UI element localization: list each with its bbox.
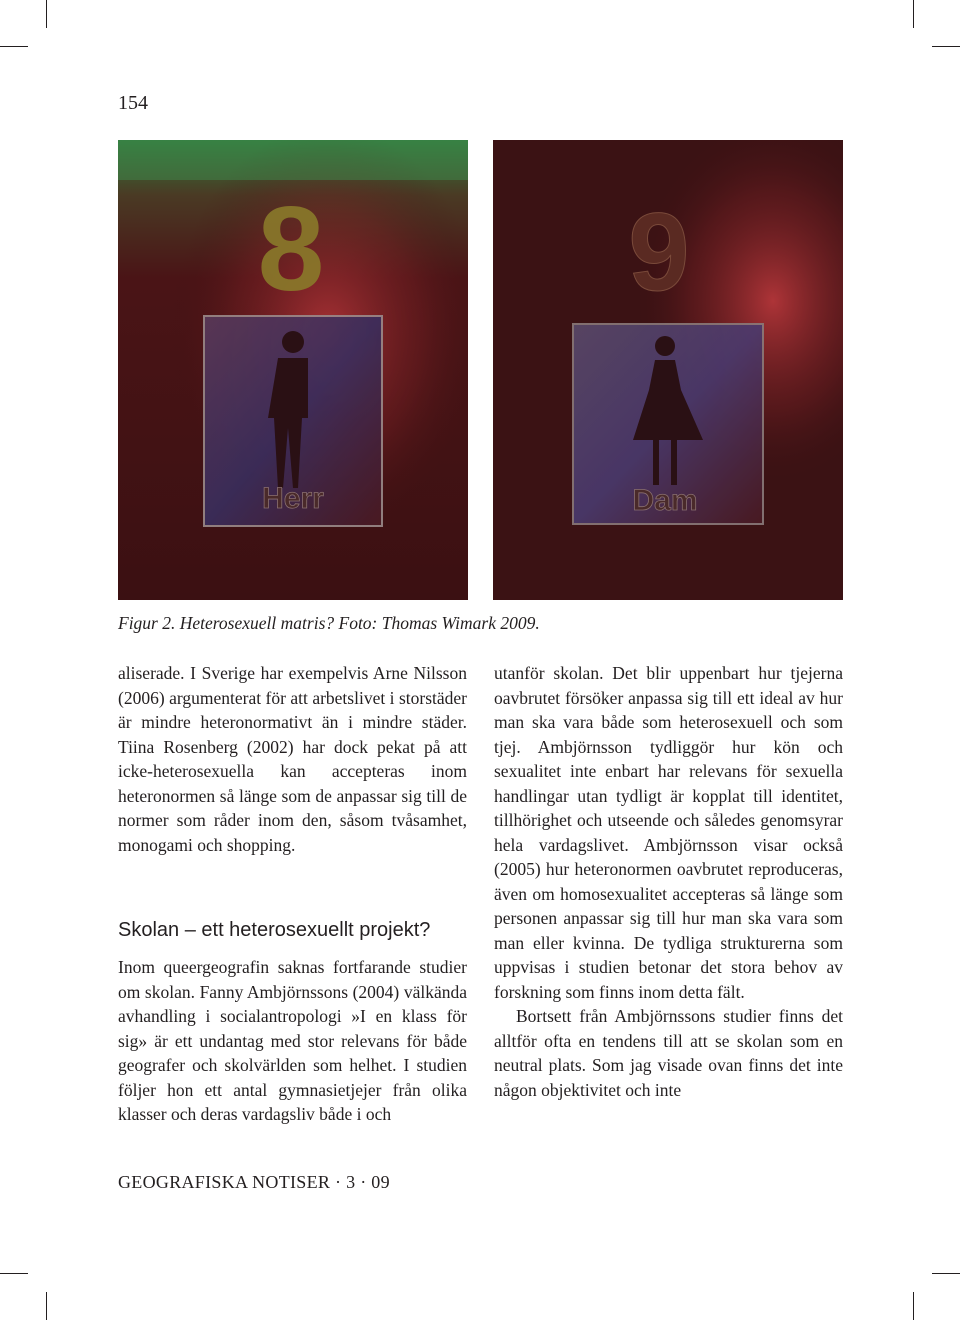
door-photo-dam-graphic bbox=[493, 140, 843, 600]
crop-mark bbox=[0, 46, 28, 47]
door-photo-herr bbox=[118, 140, 468, 600]
body-paragraph: utanför skolan. Det blir uppenbart hur tjejerna oavbrutet försöker anpassa sig till ett ideal av hur man ska vara både som heterosexuell och som tjej. Ambjörnsson tydliggör hur kön och sexualitet inte enbart har relevans för sexuella handlingar utan tydligt är kopplat till identitet, tillhörighet och utseende och således genomsyrar hela vardagslivet. Ambjörnsson visar också (2005) hur heteronormen oavbrutet reproduceras, även om homosexualitet accepteras så länge som personen anpassar sig till hur man ska vara som man eller kvinna. De tydliga strukturerna som uppvisas i studien betonar det stora behov av forskning som finns inom detta fält. bbox=[494, 663, 843, 1002]
door-photo-dam bbox=[493, 140, 843, 600]
crop-mark bbox=[913, 0, 914, 28]
section-heading: Skolan – ett heterosexuellt projekt? bbox=[118, 919, 431, 941]
sign-label-herr: Herr bbox=[262, 482, 324, 515]
figure-caption: Figur 2. Heterosexuell matris? Foto: Thomas Wimark 2009. bbox=[118, 613, 540, 633]
crop-mark bbox=[932, 46, 960, 47]
right-column bbox=[494, 661, 843, 1102]
crop-mark bbox=[46, 1292, 47, 1320]
body-paragraph: Bortsett från Ambjörnssons studier finns det alltför ofta en tendens till att se skolan som en neutral plats. Som jag visade ovan finns det inte någon objektivitet och inte bbox=[494, 1006, 843, 1100]
door-number-8: 8 bbox=[257, 182, 325, 316]
crop-mark bbox=[0, 1273, 28, 1274]
page-number: 154 bbox=[118, 92, 148, 114]
crop-mark bbox=[46, 0, 47, 28]
door-number-9: 9 bbox=[628, 191, 690, 314]
left-column-lower bbox=[118, 955, 467, 1127]
body-paragraph: aliserade. I Sverige har exempelvis Arne Nilsson (2006) argumenterat för att arbetslivet i storstäder är mindre heteronormativt än i mindre städer. Tiina Rosenberg (2002) har dock pekat på att icke-heterosexuella kan accepteras inom heteronormen så länge som de anpassar sig till de normer som råder inom den, såsom tvåsamhet, monogami och shopping. bbox=[118, 663, 467, 855]
left-column bbox=[118, 661, 467, 857]
body-paragraph: Inom queergeografin saknas fortfarande studier om skolan. Fanny Ambjörnssons (2004) välkända avhandling i socialantropologi »I en klass för sig» är ett undantag med stor relevans för både geografer och skolvärlden som helhet. I studien följer hon ett antal gymnasietjejer från olika klasser och deras vardagsliv både i och bbox=[118, 957, 467, 1124]
crop-mark bbox=[913, 1292, 914, 1320]
sign-label-dam: Dam bbox=[632, 484, 698, 517]
journal-footer: GEOGRAFISKA NOTISER · 3 · 09 bbox=[118, 1172, 390, 1192]
door-photo-herr-graphic bbox=[118, 140, 468, 600]
crop-mark bbox=[932, 1273, 960, 1274]
